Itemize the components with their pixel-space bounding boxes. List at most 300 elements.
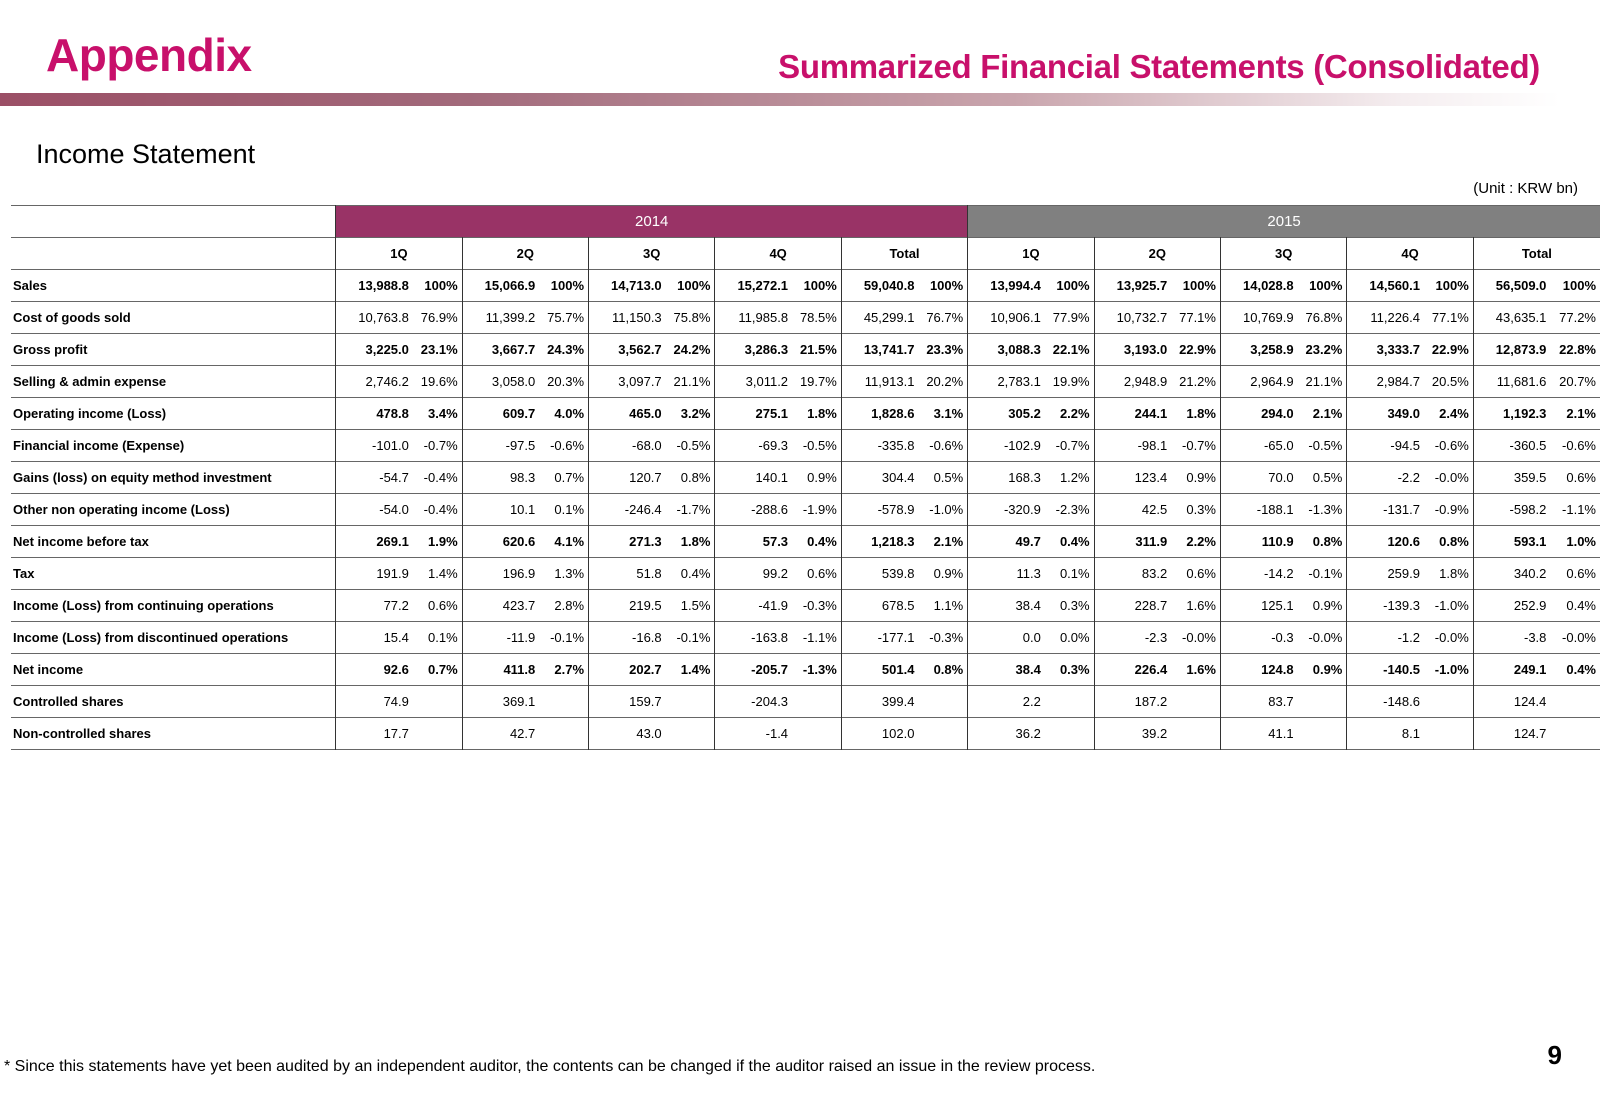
ratio-cell: -1.3% <box>1308 502 1343 517</box>
ratio-cell: 0.1% <box>554 502 585 517</box>
ratio-cell: 100% <box>1309 278 1343 293</box>
amount-cell: -14.2 <box>1220 558 1299 590</box>
ratio-cell: 2.2% <box>1059 406 1090 421</box>
ratio-cell: 0.6% <box>1566 566 1596 581</box>
amount-cell: 110.9 <box>1220 526 1299 558</box>
amount-cell: -139.3 <box>1347 590 1426 622</box>
amount-cell: 59,040.8 <box>841 270 920 302</box>
amount-cell: -54.7 <box>336 462 415 494</box>
income-statement-table <box>11 205 1600 750</box>
amount-cell: 12,873.9 <box>1473 334 1552 366</box>
ratio-cell: 0.6% <box>1566 470 1596 485</box>
ratio-cell: -0.5% <box>802 438 837 453</box>
ratio-cell: -0.9% <box>1434 502 1469 517</box>
ratio-cell: 0.5% <box>933 470 964 485</box>
amount-cell: 2,964.9 <box>1220 366 1299 398</box>
amount-cell: 411.8 <box>462 654 541 686</box>
quarter-header: Total <box>1473 238 1600 270</box>
unit-label: (Unit : KRW bn) <box>1473 180 1578 197</box>
ratio-cell: -0.0% <box>1182 630 1216 645</box>
amount-cell: 3,088.3 <box>968 334 1047 366</box>
audit-footnote: * Since this statements have yet been audited by an independent auditor, the contents can be changed if the auditor raised an issue in the review process. <box>4 1058 1096 1075</box>
ratio-cell: 1.1% <box>933 598 964 613</box>
ratio-cell: 77.9% <box>1052 310 1090 325</box>
ratio-cell: 2.1% <box>933 534 964 549</box>
ratio-cell: 100% <box>1056 278 1090 293</box>
page-title: Summarized Financial Statements (Consolidated) <box>778 48 1540 85</box>
amount-cell: 17.7 <box>336 718 415 750</box>
row-label: Gross profit <box>13 342 88 357</box>
amount-cell: -98.1 <box>1094 430 1173 462</box>
ratio-cell: -0.4% <box>423 470 458 485</box>
amount-cell: 15,272.1 <box>715 270 794 302</box>
ratio-cell <box>920 718 967 750</box>
table-row <box>11 494 1600 526</box>
amount-cell: 125.1 <box>1220 590 1299 622</box>
amount-cell: 102.0 <box>841 718 920 750</box>
amount-cell: 70.0 <box>1220 462 1299 494</box>
ratio-cell: 22.9% <box>1179 342 1216 357</box>
row-label: Financial income (Expense) <box>13 438 185 453</box>
row-label: Sales <box>13 278 47 293</box>
row-label: Operating income (Loss) <box>13 406 167 421</box>
amount-cell: 11,985.8 <box>715 302 794 334</box>
amount-cell: -288.6 <box>715 494 794 526</box>
amount-cell: -94.5 <box>1347 430 1426 462</box>
amount-cell: 191.9 <box>336 558 415 590</box>
amount-cell: 11,913.1 <box>841 366 920 398</box>
amount-cell: 13,925.7 <box>1094 270 1173 302</box>
amount-cell: 56,509.0 <box>1473 270 1552 302</box>
amount-cell: 140.1 <box>715 462 794 494</box>
amount-cell: 249.1 <box>1473 654 1552 686</box>
ratio-cell: 0.9% <box>807 470 837 485</box>
table-row <box>11 366 1600 398</box>
ratio-cell: 0.4% <box>680 566 711 581</box>
amount-cell: 43.0 <box>589 718 668 750</box>
ratio-cell: 100% <box>929 278 964 293</box>
ratio-cell: 0.4% <box>1566 598 1596 613</box>
ratio-cell <box>1173 686 1220 718</box>
ratio-cell: 20.7% <box>1559 374 1596 389</box>
amount-cell: 3,225.0 <box>336 334 415 366</box>
amount-cell: -1.2 <box>1347 622 1426 654</box>
amount-cell: -1.4 <box>715 718 794 750</box>
ratio-cell <box>1552 686 1600 718</box>
amount-cell: 2,783.1 <box>968 366 1047 398</box>
amount-cell: -2.3 <box>1094 622 1173 654</box>
amount-cell: 0.0 <box>968 622 1047 654</box>
ratio-cell: 0.4% <box>1059 534 1090 549</box>
amount-cell: -16.8 <box>589 622 668 654</box>
quarter-header: 2Q <box>1094 238 1220 270</box>
amount-cell: -163.8 <box>715 622 794 654</box>
quarter-header: 2Q <box>462 238 588 270</box>
ratio-cell: 0.7% <box>428 662 458 677</box>
ratio-cell: 2.1% <box>1312 406 1343 421</box>
ratio-cell: 1.8% <box>807 406 837 421</box>
ratio-cell: 76.7% <box>926 310 964 325</box>
amount-cell: 123.4 <box>1094 462 1173 494</box>
amount-cell: 45,299.1 <box>841 302 920 334</box>
quarter-header: 1Q <box>968 238 1094 270</box>
amount-cell: 304.4 <box>841 462 920 494</box>
amount-cell: -65.0 <box>1220 430 1299 462</box>
amount-cell: 120.6 <box>1347 526 1426 558</box>
amount-cell: 38.4 <box>968 590 1047 622</box>
amount-cell: -41.9 <box>715 590 794 622</box>
amount-cell: -335.8 <box>841 430 920 462</box>
amount-cell: -204.3 <box>715 686 794 718</box>
row-label: Net income <box>13 662 84 677</box>
amount-cell: 369.1 <box>462 686 541 718</box>
ratio-cell: 1.2% <box>1059 470 1090 485</box>
table-row <box>11 654 1600 686</box>
ratio-cell <box>920 686 967 718</box>
row-label: Gains (loss) on equity method investment <box>13 470 272 485</box>
ratio-cell: 23.1% <box>420 342 458 357</box>
ratio-cell: 78.5% <box>799 310 837 325</box>
table-row <box>11 590 1600 622</box>
ratio-cell: 100% <box>424 278 458 293</box>
ratio-cell: 0.6% <box>428 598 458 613</box>
amount-cell: 14,028.8 <box>1220 270 1299 302</box>
ratio-cell: 75.7% <box>547 310 585 325</box>
ratio-cell: 4.1% <box>554 534 585 549</box>
quarter-header: 4Q <box>1347 238 1473 270</box>
amount-cell: 49.7 <box>968 526 1047 558</box>
ratio-cell: 0.3% <box>1186 502 1216 517</box>
amount-cell: 620.6 <box>462 526 541 558</box>
amount-cell: 41.1 <box>1220 718 1299 750</box>
ratio-cell <box>541 686 588 718</box>
table-row <box>11 558 1600 590</box>
table-row <box>11 462 1600 494</box>
row-label: Controlled shares <box>13 694 124 709</box>
ratio-cell <box>794 718 841 750</box>
ratio-cell: 1.4% <box>428 566 458 581</box>
ratio-cell: 1.6% <box>1186 598 1216 613</box>
ratio-cell: 100% <box>550 278 585 293</box>
year-header-2015: 2015 <box>968 206 1600 238</box>
amount-cell: 226.4 <box>1094 654 1173 686</box>
amount-cell: 51.8 <box>589 558 668 590</box>
ratio-cell <box>668 718 715 750</box>
ratio-cell: 22.9% <box>1431 342 1469 357</box>
ratio-cell: 3.2% <box>680 406 711 421</box>
amount-cell: 259.9 <box>1347 558 1426 590</box>
ratio-cell: -1.0% <box>1434 598 1469 613</box>
ratio-cell: -0.3% <box>929 630 964 645</box>
amount-cell: -101.0 <box>336 430 415 462</box>
amount-cell: 39.2 <box>1094 718 1173 750</box>
amount-cell: 3,258.9 <box>1220 334 1299 366</box>
amount-cell: -2.2 <box>1347 462 1426 494</box>
amount-cell: 1,192.3 <box>1473 398 1552 430</box>
ratio-cell: -0.6% <box>1434 438 1469 453</box>
table-row <box>11 718 1600 750</box>
amount-cell: -205.7 <box>715 654 794 686</box>
ratio-cell: 0.9% <box>933 566 964 581</box>
page-number: 9 <box>1547 1040 1562 1070</box>
table-row <box>11 398 1600 430</box>
amount-cell: -11.9 <box>462 622 541 654</box>
amount-cell: 2.2 <box>968 686 1047 718</box>
ratio-cell: -1.3% <box>802 662 837 677</box>
amount-cell: 10,906.1 <box>968 302 1047 334</box>
table-row <box>11 430 1600 462</box>
amount-cell: 252.9 <box>1473 590 1552 622</box>
amount-cell: 99.2 <box>715 558 794 590</box>
amount-cell: 478.8 <box>336 398 415 430</box>
table-body <box>11 270 1600 750</box>
ratio-cell <box>1552 718 1600 750</box>
ratio-cell: 19.6% <box>420 374 458 389</box>
amount-cell: -54.0 <box>336 494 415 526</box>
ratio-cell: 0.3% <box>1059 662 1090 677</box>
amount-cell: 36.2 <box>968 718 1047 750</box>
amount-cell: -140.5 <box>1347 654 1426 686</box>
amount-cell: 11.3 <box>968 558 1047 590</box>
amount-cell: 13,994.4 <box>968 270 1047 302</box>
ratio-cell: 19.7% <box>799 374 837 389</box>
ratio-cell: 77.1% <box>1431 310 1469 325</box>
ratio-cell: -0.1% <box>550 630 585 645</box>
quarter-header-row <box>11 238 1600 270</box>
amount-cell: 539.8 <box>841 558 920 590</box>
ratio-cell: -0.6% <box>929 438 964 453</box>
ratio-cell <box>1047 686 1094 718</box>
amount-cell: 196.9 <box>462 558 541 590</box>
ratio-cell: 100% <box>1562 278 1596 293</box>
amount-cell: 3,058.0 <box>462 366 541 398</box>
amount-cell: 3,097.7 <box>589 366 668 398</box>
ratio-cell: 1.4% <box>680 662 711 677</box>
ratio-cell: 2.4% <box>1439 406 1469 421</box>
amount-cell: -246.4 <box>589 494 668 526</box>
ratio-cell: 0.9% <box>1312 662 1343 677</box>
title-divider-bar <box>0 93 1560 106</box>
row-label: Net income before tax <box>13 534 149 549</box>
ratio-cell: -1.7% <box>676 502 711 517</box>
amount-cell: 42.5 <box>1094 494 1173 526</box>
table-row <box>11 270 1600 302</box>
row-label: Other non operating income (Loss) <box>13 502 230 517</box>
amount-cell: -177.1 <box>841 622 920 654</box>
ratio-cell: -1.9% <box>802 502 837 517</box>
corner-cell <box>11 238 336 270</box>
amount-cell: 1,218.3 <box>841 526 920 558</box>
amount-cell: 3,193.0 <box>1094 334 1173 366</box>
amount-cell: 83.7 <box>1220 686 1299 718</box>
amount-cell: 57.3 <box>715 526 794 558</box>
ratio-cell <box>1426 718 1473 750</box>
ratio-cell <box>1300 686 1347 718</box>
amount-cell: -131.7 <box>1347 494 1426 526</box>
ratio-cell: -0.1% <box>676 630 711 645</box>
ratio-cell <box>794 686 841 718</box>
ratio-cell: 4.0% <box>554 406 585 421</box>
amount-cell: 11,226.4 <box>1347 302 1426 334</box>
amount-cell: -578.9 <box>841 494 920 526</box>
ratio-cell: 0.4% <box>807 534 837 549</box>
amount-cell: 2,948.9 <box>1094 366 1173 398</box>
ratio-cell: 3.1% <box>933 406 964 421</box>
ratio-cell: 0.8% <box>1439 534 1469 549</box>
amount-cell: -97.5 <box>462 430 541 462</box>
amount-cell: 311.9 <box>1094 526 1173 558</box>
ratio-cell: 19.9% <box>1052 374 1090 389</box>
amount-cell: 15,066.9 <box>462 270 541 302</box>
ratio-cell: 0.5% <box>1312 470 1343 485</box>
amount-cell: 8.1 <box>1347 718 1426 750</box>
amount-cell: -3.8 <box>1473 622 1552 654</box>
amount-cell: 399.4 <box>841 686 920 718</box>
ratio-cell: 100% <box>677 278 711 293</box>
ratio-cell: 0.8% <box>1312 534 1343 549</box>
table-row <box>11 334 1600 366</box>
ratio-cell: 0.9% <box>1312 598 1343 613</box>
amount-cell: -0.3 <box>1220 622 1299 654</box>
quarter-header: Total <box>841 238 967 270</box>
amount-cell: 168.3 <box>968 462 1047 494</box>
ratio-cell: 100% <box>1435 278 1469 293</box>
ratio-cell: -0.0% <box>1562 630 1596 645</box>
corner-cell <box>11 206 336 238</box>
quarter-header: 3Q <box>589 238 715 270</box>
amount-cell: 340.2 <box>1473 558 1552 590</box>
ratio-cell <box>1426 686 1473 718</box>
quarter-header: 1Q <box>336 238 462 270</box>
ratio-cell: 100% <box>803 278 837 293</box>
amount-cell: 423.7 <box>462 590 541 622</box>
ratio-cell: 0.8% <box>933 662 964 677</box>
ratio-cell: -0.1% <box>1308 566 1343 581</box>
ratio-cell: 0.0% <box>1059 630 1090 645</box>
amount-cell: 349.0 <box>1347 398 1426 430</box>
ratio-cell: 1.8% <box>680 534 711 549</box>
amount-cell: 228.7 <box>1094 590 1173 622</box>
section-title: Income Statement <box>36 139 256 169</box>
ratio-cell: 0.9% <box>1186 470 1216 485</box>
row-label: Income (Loss) from discontinued operations <box>13 630 289 645</box>
quarter-header: 4Q <box>715 238 841 270</box>
amount-cell: 271.3 <box>589 526 668 558</box>
ratio-cell: 20.5% <box>1431 374 1469 389</box>
row-label: Income (Loss) from continuing operations <box>13 598 274 613</box>
ratio-cell: -1.0% <box>1434 662 1469 677</box>
amount-cell: 305.2 <box>968 398 1047 430</box>
ratio-cell: -0.0% <box>1308 630 1343 645</box>
ratio-cell: 77.2% <box>1559 310 1596 325</box>
amount-cell: 609.7 <box>462 398 541 430</box>
ratio-cell: -0.5% <box>1308 438 1343 453</box>
amount-cell: -598.2 <box>1473 494 1552 526</box>
ratio-cell: 1.8% <box>1439 566 1469 581</box>
ratio-cell: -0.3% <box>802 598 837 613</box>
amount-cell: 10,763.8 <box>336 302 415 334</box>
ratio-cell: 2.1% <box>1566 406 1596 421</box>
amount-cell: 74.9 <box>336 686 415 718</box>
ratio-cell: 24.2% <box>673 342 711 357</box>
amount-cell: -360.5 <box>1473 430 1552 462</box>
ratio-cell: -0.4% <box>423 502 458 517</box>
amount-cell: 1,828.6 <box>841 398 920 430</box>
amount-cell: 120.7 <box>589 462 668 494</box>
ratio-cell: 24.3% <box>547 342 585 357</box>
amount-cell: 465.0 <box>589 398 668 430</box>
year-header-row <box>11 206 1600 238</box>
ratio-cell: 20.3% <box>547 374 585 389</box>
amount-cell: 593.1 <box>1473 526 1552 558</box>
ratio-cell: -0.7% <box>423 438 458 453</box>
ratio-cell: 0.3% <box>1059 598 1090 613</box>
year-header-2014: 2014 <box>336 206 968 238</box>
table-row <box>11 526 1600 558</box>
ratio-cell: 2.7% <box>554 662 585 677</box>
ratio-cell: 22.1% <box>1052 342 1090 357</box>
amount-cell: 13,741.7 <box>841 334 920 366</box>
amount-cell: 294.0 <box>1220 398 1299 430</box>
ratio-cell: 1.6% <box>1186 662 1216 677</box>
amount-cell: -69.3 <box>715 430 794 462</box>
table-row <box>11 302 1600 334</box>
ratio-cell <box>415 718 462 750</box>
ratio-cell: -2.3% <box>1055 502 1090 517</box>
ratio-cell: 100% <box>1182 278 1216 293</box>
ratio-cell: 1.0% <box>1566 534 1596 549</box>
amount-cell: 10,769.9 <box>1220 302 1299 334</box>
amount-cell: 359.5 <box>1473 462 1552 494</box>
amount-cell: 42.7 <box>462 718 541 750</box>
ratio-cell <box>415 686 462 718</box>
amount-cell: 124.4 <box>1473 686 1552 718</box>
ratio-cell: 0.6% <box>807 566 837 581</box>
amount-cell: -68.0 <box>589 430 668 462</box>
ratio-cell: 0.1% <box>1059 566 1090 581</box>
amount-cell: 3,562.7 <box>589 334 668 366</box>
amount-cell: -320.9 <box>968 494 1047 526</box>
appendix-heading: Appendix <box>46 29 252 81</box>
ratio-cell: 21.2% <box>1179 374 1216 389</box>
amount-cell: 678.5 <box>841 590 920 622</box>
ratio-cell: 2.8% <box>554 598 585 613</box>
amount-cell: 11,681.6 <box>1473 366 1552 398</box>
amount-cell: -102.9 <box>968 430 1047 462</box>
amount-cell: 219.5 <box>589 590 668 622</box>
ratio-cell: -0.7% <box>1182 438 1216 453</box>
table-row <box>11 622 1600 654</box>
amount-cell: 501.4 <box>841 654 920 686</box>
amount-cell: 13,988.8 <box>336 270 415 302</box>
amount-cell: 269.1 <box>336 526 415 558</box>
amount-cell: 38.4 <box>968 654 1047 686</box>
amount-cell: 77.2 <box>336 590 415 622</box>
ratio-cell <box>1300 718 1347 750</box>
ratio-cell: -0.0% <box>1434 630 1469 645</box>
ratio-cell: 76.8% <box>1305 310 1343 325</box>
amount-cell: 124.7 <box>1473 718 1552 750</box>
amount-cell: 159.7 <box>589 686 668 718</box>
amount-cell: 275.1 <box>715 398 794 430</box>
ratio-cell: -0.6% <box>1562 438 1596 453</box>
amount-cell: 202.7 <box>589 654 668 686</box>
row-label: Selling & admin expense <box>13 374 167 389</box>
ratio-cell: -0.5% <box>676 438 711 453</box>
amount-cell: 14,713.0 <box>589 270 668 302</box>
amount-cell: 15.4 <box>336 622 415 654</box>
ratio-cell: -1.1% <box>1562 502 1596 517</box>
